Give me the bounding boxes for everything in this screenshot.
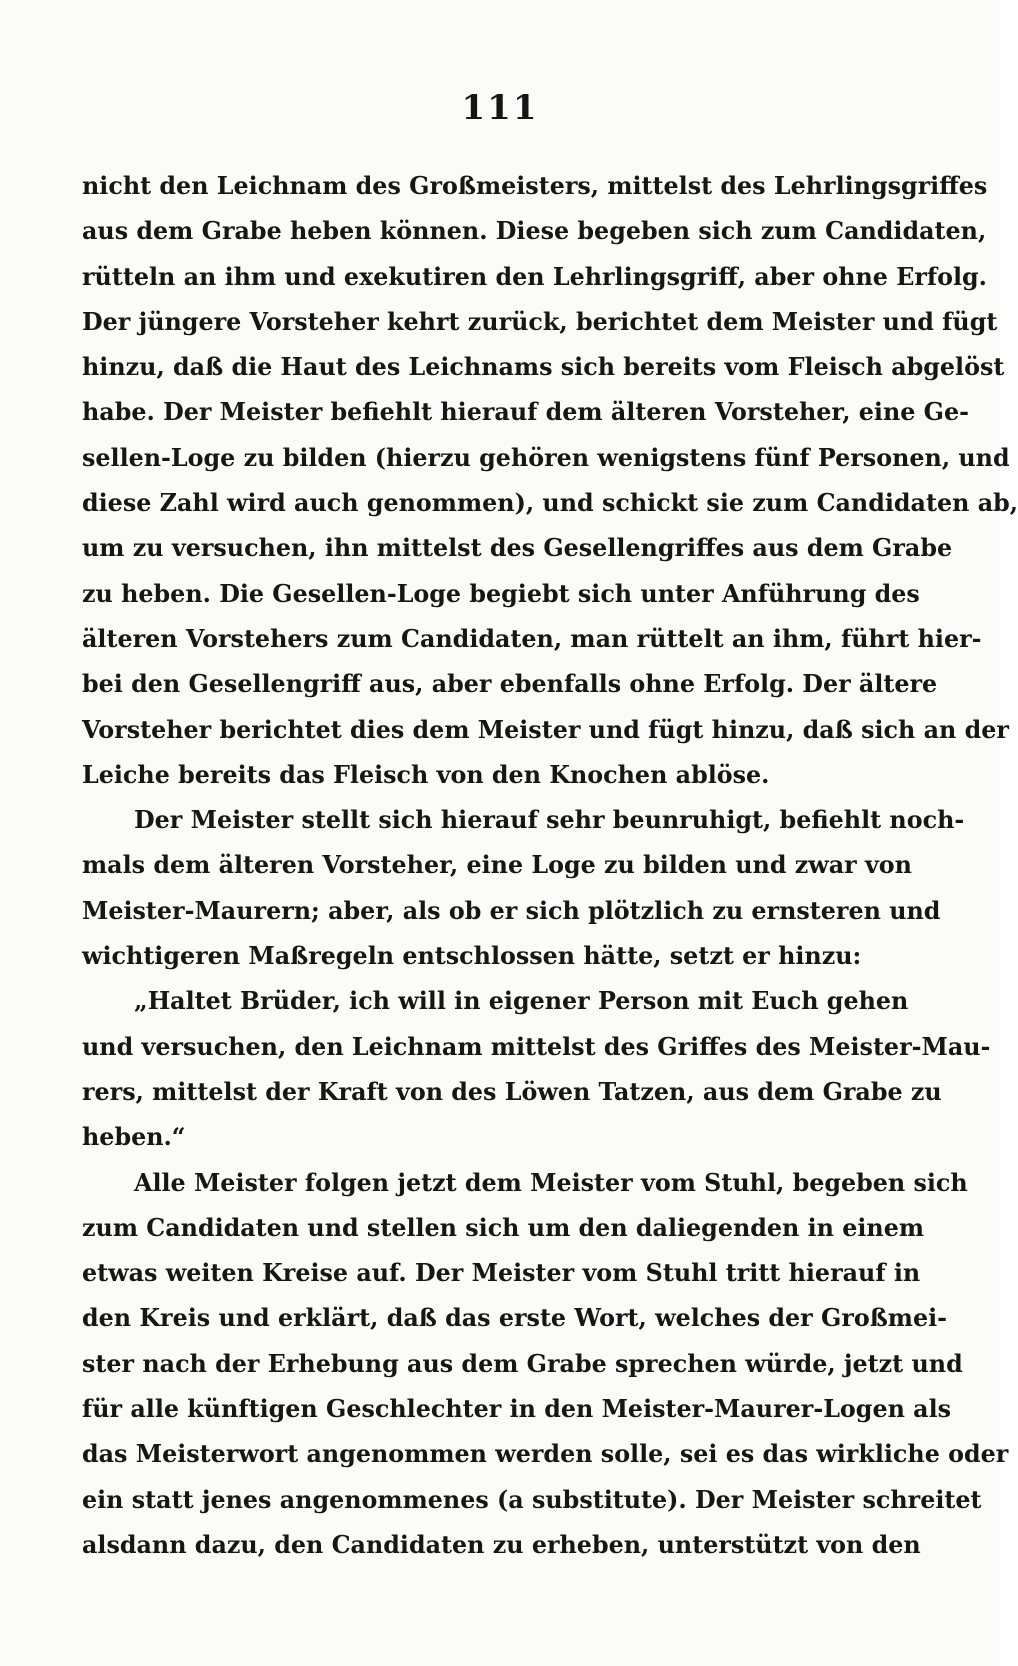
paragraph (82, 798, 965, 979)
text-line: „Haltet Brüder, ich will in eigener Person mit Euch gehen (134, 987, 909, 1016)
text-line: den Kreis und erklärt, daß das erste Wort, welches der Großmei- (82, 1304, 948, 1333)
text-line: und versuchen, den Leichnam mittelst des Griffes des Meister-Mau- (82, 1032, 991, 1061)
text-line: Der jüngere Vorsteher kehrt zurück, berichtet dem Meister und fügt (82, 307, 998, 336)
body-text (82, 164, 1018, 1568)
text-line: rers, mittelst der Kraft von des Löwen Tatzen, aus dem Grabe zu (82, 1077, 942, 1106)
text-line: heben.“ (82, 1123, 186, 1152)
text-line: diese Zahl wird auch genommen), und schickt sie zum Candidaten ab, (82, 489, 1018, 518)
page-number: 111 (461, 88, 539, 128)
text-line: zum Candidaten und stellen sich um den daliegenden in einem (82, 1213, 925, 1242)
text-line: nicht den Leichnam des Großmeisters, mittelst des Lehrlingsgriffes (82, 172, 988, 200)
text-line: ein statt jenes angenommenes (a substitute). Der Meister schreitet (82, 1485, 982, 1514)
text-line: für alle künftigen Geschlechter in den Meister-Maurer-Logen als (82, 1395, 952, 1424)
text-line: Leiche bereits das Fleisch von den Knochen ablöse. (82, 760, 770, 789)
text-line: das Meisterwort angenommen werden solle, sei es das wirkliche oder (82, 1440, 1009, 1469)
paragraph (82, 979, 991, 1160)
text-line: Meister-Maurern; aber, als ob er sich plötzlich zu ernsteren und (82, 896, 941, 925)
text-line: mals dem älteren Vorsteher, eine Loge zu bilden und zwar von (82, 851, 912, 880)
text-line: Der Meister stellt sich hierauf sehr beunruhigt, befiehlt noch- (134, 806, 965, 835)
text-line: aus dem Grabe heben können. Diese begeben sich zum Candidaten, (82, 217, 987, 246)
text-line: Alle Meister folgen jetzt dem Meister vom Stuhl, begeben sich (134, 1168, 968, 1197)
text-line: hinzu, daß die Haut des Leichnams sich bereits vom Fleisch abgelöst (82, 353, 1005, 382)
paragraph (82, 1161, 1009, 1569)
text-line: älteren Vorstehers zum Candidaten, man rüttelt an ihm, führt hier- (82, 624, 982, 653)
text-line: Vorsteher berichtet dies dem Meister und fügt hinzu, daß sich an der (82, 715, 1009, 744)
text-line: habe. Der Meister befiehlt hierauf dem älteren Vorsteher, eine Ge- (82, 398, 970, 427)
paragraph (82, 164, 1018, 798)
text-line: etwas weiten Kreise auf. Der Meister vom Stuhl tritt hierauf in (82, 1259, 921, 1288)
text-line: um zu versuchen, ihn mittelst des Gesellengriffes aus dem Grabe (82, 534, 953, 563)
text-line: ster nach der Erhebung aus dem Grabe sprechen würde, jetzt und (82, 1349, 963, 1378)
text-line: sellen-Loge zu bilden (hierzu gehören wenigstens fünf Personen, und (82, 443, 1010, 472)
text-line: wichtigeren Maßregeln entschlossen hätte, setzt er hinzu: (82, 942, 862, 971)
text-line: zu heben. Die Gesellen-Loge begiebt sich unter Anführung des (82, 579, 920, 608)
text-line: rütteln an ihm und exekutiren den Lehrlingsgriff, aber ohne Erfolg. (82, 262, 987, 291)
text-line: alsdann dazu, den Candidaten zu erheben, unterstützt von den (82, 1530, 921, 1559)
text-line: bei den Gesellengriff aus, aber ebenfalls ohne Erfolg. Der ältere (82, 670, 938, 699)
